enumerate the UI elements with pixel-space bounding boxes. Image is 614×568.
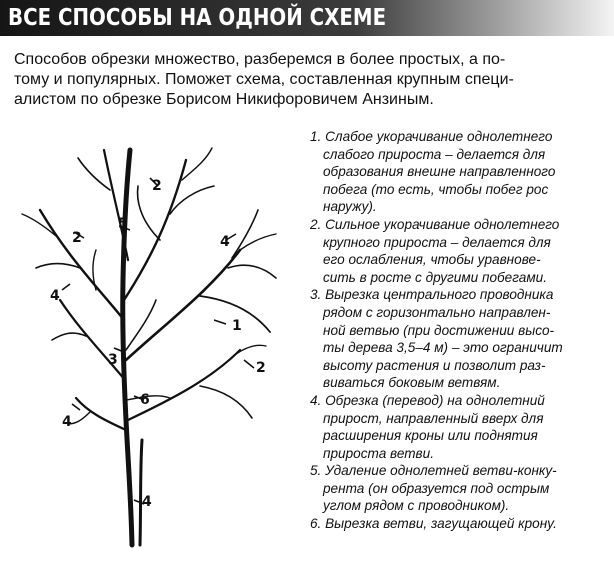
step-line: слабого прироста – делается для — [323, 146, 546, 162]
step-item — [310, 515, 608, 533]
cut-mark — [62, 284, 70, 290]
step-line: 4. Обрезка (перевод) на однолетний — [310, 392, 545, 408]
diagram-label: 6 — [140, 392, 150, 408]
branch — [200, 386, 252, 418]
step-line: виваться боковым ветвям. — [323, 375, 501, 391]
step-line: 3. Вырезка центрального проводника — [310, 287, 554, 303]
branch — [52, 333, 86, 340]
diagram-label: 2 — [152, 178, 162, 194]
step-item — [310, 462, 608, 515]
cut-mark — [72, 404, 80, 410]
diagram-label: 3 — [108, 352, 118, 368]
pruning-tree-diagram — [0, 118, 308, 558]
diagram-label: 4 — [220, 234, 230, 250]
diagram-label: 4 — [50, 288, 60, 304]
header-banner — [0, 0, 614, 36]
page-title: ВСЕ СПОСОБЫ НА ОДНОЙ СХЕМЕ — [8, 5, 387, 31]
diagram-label: 4 — [62, 414, 72, 430]
diagram-label: 5 — [118, 216, 128, 232]
step-line: сить в росте с другими побегами. — [323, 269, 547, 285]
intro-line: тому и популярных. Поможет схема, составленная крупным специ- — [14, 71, 514, 88]
branch — [76, 398, 126, 430]
step-line: рядом с горизонтально направлен- — [323, 304, 551, 320]
step-line: его ослабления, чтобы уравнове- — [323, 252, 541, 268]
branch — [128, 350, 240, 420]
step-item — [310, 286, 608, 392]
step-line: 1. Слабое укорачивание однолетнего — [310, 129, 553, 144]
branch — [228, 265, 276, 278]
intro-line: алистом по обрезке Борисом Никифоровичем Анзиным. — [14, 91, 434, 108]
diagram-label: 4 — [142, 494, 152, 510]
step-line: углом рядом с проводником). — [323, 498, 510, 514]
cut-mark — [244, 360, 254, 368]
step-line: 2. Сильное укорачивание однолетнего — [310, 216, 560, 232]
step-line: крупного прироста – делается для — [323, 234, 551, 250]
cut-mark — [214, 320, 226, 324]
step-line: ной ветвью (при достижении высо- — [323, 322, 555, 338]
step-line: прироста ветви. — [323, 445, 434, 461]
step-item — [310, 392, 608, 462]
step-line: ты дерева 3,5–4 м) – это ограничит — [323, 340, 563, 356]
branch — [60, 300, 125, 380]
branch — [126, 300, 156, 350]
step-line: рента (он образуется под острым — [323, 480, 550, 496]
step-line: образования внешне направленного — [323, 164, 556, 180]
diagram-label: 2 — [72, 230, 82, 246]
branch — [36, 264, 80, 269]
pruning-steps-list — [310, 128, 608, 533]
branch — [22, 214, 56, 236]
intro-paragraph — [14, 50, 604, 110]
diagram-label: 1 — [232, 318, 242, 334]
step-line: наружу). — [323, 199, 377, 215]
step-line: побега (то есть, чтобы побег рос — [323, 181, 549, 197]
step-item — [310, 128, 608, 216]
diagram-label: 2 — [256, 360, 266, 376]
step-line: расширения кроны или поднятия — [323, 428, 538, 444]
step-line: 6. Вырезка ветви, загущающей крону. — [310, 516, 557, 532]
step-line: 5. Удаление однолетней ветви-конку- — [310, 463, 557, 479]
step-item — [310, 216, 608, 286]
intro-line: Способов обрезки множество, разберемся в более простых, а по- — [14, 51, 506, 68]
step-line: прирост, направленный вверх для — [323, 410, 544, 426]
tree-trunk-side — [140, 440, 142, 545]
step-line: высоту растения и позволит раз- — [323, 357, 546, 373]
branch-leader-tip — [78, 158, 110, 190]
branch — [138, 186, 160, 240]
branch — [182, 148, 212, 180]
